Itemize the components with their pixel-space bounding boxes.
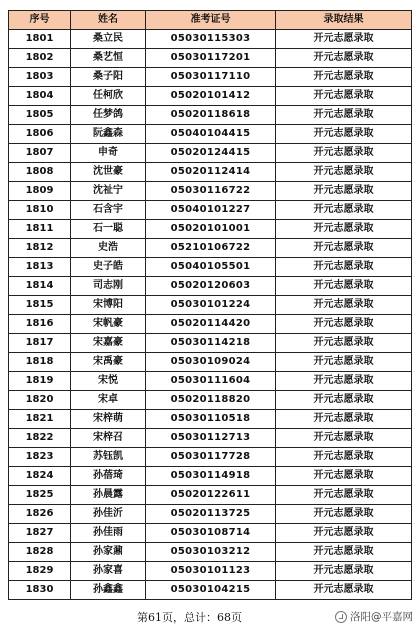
cell-result: 开元志愿录取 [276,467,412,486]
table-row [9,448,412,467]
cell-seq: 1808 [9,163,71,182]
cell-seq: 1811 [9,220,71,239]
admission-results-table [8,10,412,600]
cell-seq: 1818 [9,353,71,372]
table-row [9,429,412,448]
table-row [9,391,412,410]
cell-exam-id: 05030104215 [146,581,276,600]
table-row [9,144,412,163]
cell-result: 开元志愿录取 [276,277,412,296]
table-row [9,562,412,581]
table-row [9,505,412,524]
cell-name: 任柯欣 [71,87,146,106]
cell-result: 开元志愿录取 [276,581,412,600]
cell-exam-id: 05030108714 [146,524,276,543]
table-row [9,334,412,353]
table-row [9,277,412,296]
cell-name: 宋嘉豪 [71,334,146,353]
table-row [9,220,412,239]
cell-name: 孙家鼐 [71,543,146,562]
cell-name: 孙家喜 [71,562,146,581]
cell-name: 司志刚 [71,277,146,296]
cell-seq: 1820 [9,391,71,410]
cell-result: 开元志愿录取 [276,353,412,372]
cell-result: 开元志愿录取 [276,258,412,277]
cell-name: 任梦鸽 [71,106,146,125]
cell-exam-id: 05020112414 [146,163,276,182]
cell-exam-id: 05020118820 [146,391,276,410]
cell-result: 开元志愿录取 [276,144,412,163]
cell-result: 开元志愿录取 [276,68,412,87]
cell-exam-id: 05030103212 [146,543,276,562]
cell-exam-id: 05030115303 [146,30,276,49]
cell-exam-id: 05020124415 [146,144,276,163]
cell-seq: 1827 [9,524,71,543]
cell-name: 孙蓓琦 [71,467,146,486]
table-body [9,30,412,600]
table-row [9,106,412,125]
cell-exam-id: 05030101224 [146,296,276,315]
cell-name: 史浩 [71,239,146,258]
cell-seq: 1822 [9,429,71,448]
cell-name: 桑艺恒 [71,49,146,68]
cell-result: 开元志愿录取 [276,315,412,334]
cell-exam-id: 05020122611 [146,486,276,505]
cell-result: 开元志愿录取 [276,201,412,220]
table-row [9,163,412,182]
cell-result: 开元志愿录取 [276,543,412,562]
table-row [9,524,412,543]
table-row [9,372,412,391]
cell-result: 开元志愿录取 [276,296,412,315]
cell-seq: 1821 [9,410,71,429]
table-row [9,486,412,505]
cell-name: 宋帆豪 [71,315,146,334]
page-footer [0,607,419,627]
cell-result: 开元志愿录取 [276,49,412,68]
cell-result: 开元志愿录取 [276,182,412,201]
cell-seq: 1812 [9,239,71,258]
cell-exam-id: 05030110518 [146,410,276,429]
cell-seq: 1814 [9,277,71,296]
cell-exam-id: 05030116722 [146,182,276,201]
cell-exam-id: 05020118618 [146,106,276,125]
cell-exam-id: 05020114420 [146,315,276,334]
table-row [9,410,412,429]
cell-result: 开元志愿录取 [276,87,412,106]
cell-exam-id: 05030114218 [146,334,276,353]
cell-seq: 1805 [9,106,71,125]
cell-seq: 1803 [9,68,71,87]
header-result: 录取结果 [276,11,412,30]
cell-result: 开元志愿录取 [276,334,412,353]
admission-results-table-wrapper [8,10,411,600]
cell-result: 开元志愿录取 [276,410,412,429]
table-header-row [9,11,412,30]
cell-seq: 1816 [9,315,71,334]
cell-name: 孙佳沂 [71,505,146,524]
cell-exam-id: 05020113725 [146,505,276,524]
cell-exam-id: 05030114918 [146,467,276,486]
cell-name: 宋梓召 [71,429,146,448]
cell-seq: 1802 [9,49,71,68]
table-row [9,87,412,106]
cell-seq: 1813 [9,258,71,277]
cell-name: 苏钰凯 [71,448,146,467]
header-exam-id: 准考证号 [146,11,276,30]
page-info: 第61页，总计：68页 [137,611,242,624]
cell-result: 开元志愿录取 [276,239,412,258]
cell-exam-id: 05030111604 [146,372,276,391]
cell-name: 宋梓萌 [71,410,146,429]
cell-name: 石含宇 [71,201,146,220]
table-row [9,239,412,258]
cell-seq: 1801 [9,30,71,49]
cell-name: 沈祉宁 [71,182,146,201]
cell-seq: 1810 [9,201,71,220]
cell-seq: 1830 [9,581,71,600]
cell-result: 开元志愿录取 [276,486,412,505]
table-row [9,258,412,277]
cell-result: 开元志愿录取 [276,163,412,182]
cell-name: 宋悦 [71,372,146,391]
cell-name: 宋卓 [71,391,146,410]
table-row [9,201,412,220]
cell-exam-id: 05210106722 [146,239,276,258]
cell-seq: 1817 [9,334,71,353]
cell-name: 孙晨露 [71,486,146,505]
cell-exam-id: 05040104415 [146,125,276,144]
cell-result: 开元志愿录取 [276,125,412,144]
cell-seq: 1807 [9,144,71,163]
cell-exam-id: 05030117110 [146,68,276,87]
header-seq: 序号 [9,11,71,30]
table-row [9,182,412,201]
cell-exam-id: 05040101227 [146,201,276,220]
cell-seq: 1828 [9,543,71,562]
cell-exam-id: 05020120603 [146,277,276,296]
table-row [9,467,412,486]
cell-name: 申奇 [71,144,146,163]
cell-result: 开元志愿录取 [276,220,412,239]
cell-result: 开元志愿录取 [276,524,412,543]
cell-exam-id: 05020101412 [146,87,276,106]
cell-result: 开元志愿录取 [276,429,412,448]
cell-name: 石一聪 [71,220,146,239]
table-row [9,543,412,562]
cell-seq: 1804 [9,87,71,106]
cell-result: 开元志愿录取 [276,562,412,581]
cell-exam-id: 05030117728 [146,448,276,467]
cell-seq: 1826 [9,505,71,524]
cell-exam-id: 05030112713 [146,429,276,448]
cell-seq: 1806 [9,125,71,144]
table-row [9,30,412,49]
cell-result: 开元志愿录取 [276,505,412,524]
table-row [9,353,412,372]
cell-name: 孙鑫鑫 [71,581,146,600]
table-row [9,49,412,68]
cell-exam-id: 05040105501 [146,258,276,277]
cell-result: 开元志愿录取 [276,448,412,467]
table-row [9,581,412,600]
cell-result: 开元志愿录取 [276,391,412,410]
cell-exam-id: 05030117201 [146,49,276,68]
cell-seq: 1824 [9,467,71,486]
cell-name: 桑子阳 [71,68,146,87]
cell-result: 开元志愿录取 [276,106,412,125]
cell-seq: 1809 [9,182,71,201]
cell-name: 宋博阳 [71,296,146,315]
cell-name: 孙佳雨 [71,524,146,543]
cell-name: 宋禹豪 [71,353,146,372]
table-row [9,315,412,334]
watermark-text: 洛阳@平嘉网 [350,611,413,623]
cell-seq: 1815 [9,296,71,315]
watermark [335,609,413,624]
cell-name: 史子皓 [71,258,146,277]
table-row [9,68,412,87]
cell-result: 开元志愿录取 [276,372,412,391]
cell-seq: 1819 [9,372,71,391]
wechat-check-icon [335,611,347,623]
cell-exam-id: 05030101123 [146,562,276,581]
cell-name: 阮鑫森 [71,125,146,144]
table-row [9,296,412,315]
cell-seq: 1825 [9,486,71,505]
cell-seq: 1829 [9,562,71,581]
cell-result: 开元志愿录取 [276,30,412,49]
header-name: 姓名 [71,11,146,30]
cell-name: 沈世豪 [71,163,146,182]
table-row [9,125,412,144]
cell-exam-id: 05020101001 [146,220,276,239]
cell-name: 桑立民 [71,30,146,49]
cell-seq: 1823 [9,448,71,467]
cell-exam-id: 05030109024 [146,353,276,372]
